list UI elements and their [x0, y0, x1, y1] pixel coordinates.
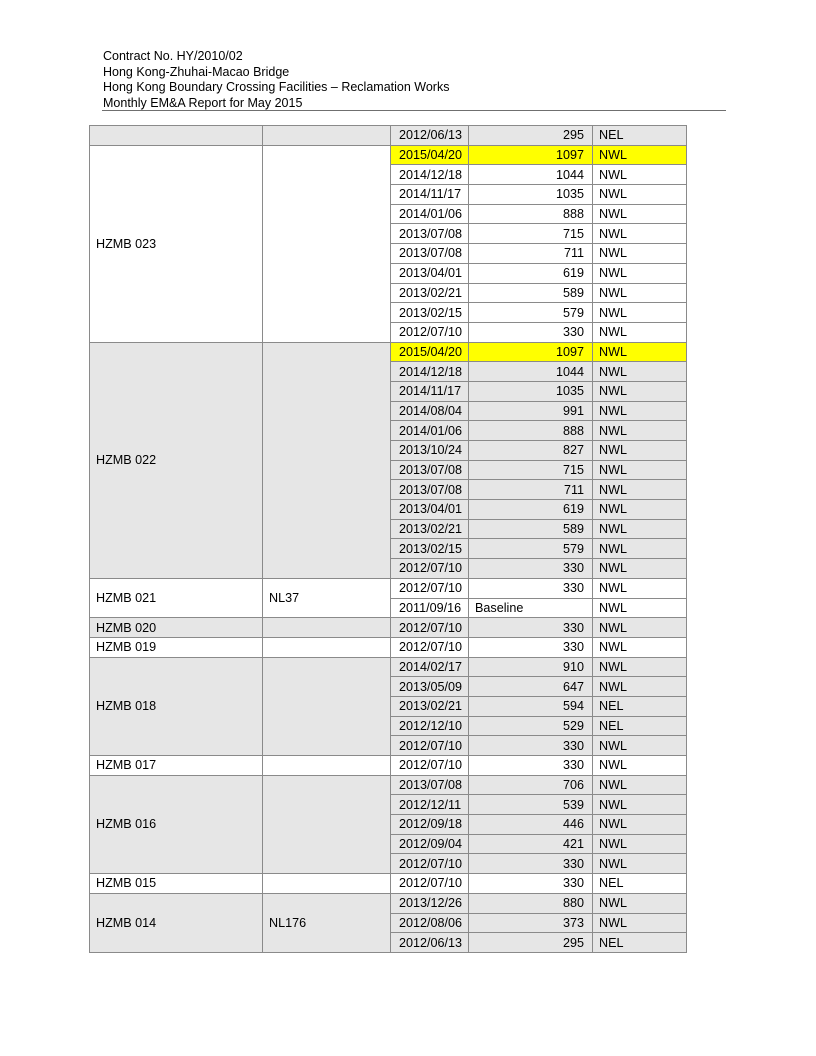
date-cell: 2013/07/08 [391, 224, 469, 244]
zone-cell: NWL [593, 834, 687, 854]
survey-table [89, 125, 687, 953]
value-cell: 529 [469, 716, 593, 736]
zone-cell: NEL [593, 874, 687, 894]
date-cell: 2013/12/26 [391, 893, 469, 913]
zone-cell: NWL [593, 913, 687, 933]
zone-cell: NWL [593, 657, 687, 677]
header-divider [102, 110, 726, 111]
table-row [90, 618, 687, 638]
station-cell: HZMB 022 [90, 342, 263, 578]
id-cell [263, 126, 391, 146]
value-cell: 373 [469, 913, 593, 933]
value-cell: 330 [469, 854, 593, 874]
date-cell: 2014/01/06 [391, 204, 469, 224]
date-cell: 2012/07/10 [391, 736, 469, 756]
zone-cell: NWL [593, 303, 687, 323]
zone-cell: NWL [593, 421, 687, 441]
value-cell: 715 [469, 460, 593, 480]
date-cell: 2012/09/18 [391, 815, 469, 835]
zone-cell: NWL [593, 165, 687, 185]
zone-cell: NWL [593, 441, 687, 461]
survey-table-body [90, 126, 687, 953]
date-cell: 2012/07/10 [391, 618, 469, 638]
value-cell: 594 [469, 696, 593, 716]
value-cell: 1044 [469, 362, 593, 382]
zone-cell: NWL [593, 185, 687, 205]
value-cell: 1097 [469, 342, 593, 362]
value-cell: Baseline [469, 598, 593, 618]
station-cell: HZMB 018 [90, 657, 263, 755]
date-cell: 2013/02/21 [391, 283, 469, 303]
header-project-line: Hong Kong-Zhuhai-Macao Bridge [103, 64, 290, 79]
id-cell [263, 637, 391, 657]
date-cell: 2013/07/08 [391, 480, 469, 500]
value-cell: 647 [469, 677, 593, 697]
value-cell: 446 [469, 815, 593, 835]
zone-cell: NWL [593, 224, 687, 244]
date-cell: 2014/12/18 [391, 165, 469, 185]
id-cell [263, 874, 391, 894]
zone-cell: NWL [593, 145, 687, 165]
date-cell: 2014/01/06 [391, 421, 469, 441]
zone-cell: NWL [593, 362, 687, 382]
table-row [90, 874, 687, 894]
value-cell: 589 [469, 519, 593, 539]
value-cell: 827 [469, 441, 593, 461]
date-cell: 2012/07/10 [391, 578, 469, 598]
zone-cell: NWL [593, 244, 687, 264]
id-cell: NL37 [263, 578, 391, 617]
value-cell: 330 [469, 322, 593, 342]
zone-cell: NWL [593, 559, 687, 579]
zone-cell: NWL [593, 480, 687, 500]
date-cell: 2012/07/10 [391, 854, 469, 874]
value-cell: 1044 [469, 165, 593, 185]
table-row [90, 893, 687, 913]
zone-cell: NEL [593, 126, 687, 146]
zone-cell: NWL [593, 893, 687, 913]
value-cell: 880 [469, 893, 593, 913]
header-works-line: Hong Kong Boundary Crossing Facilities – Reclamation Works [103, 80, 450, 94]
date-cell: 2014/08/04 [391, 401, 469, 421]
station-cell: HZMB 017 [90, 756, 263, 776]
header-contract-line: Contract No. HY/2010/02 [103, 49, 243, 63]
date-cell: 2013/02/15 [391, 303, 469, 323]
date-cell: 2012/08/06 [391, 913, 469, 933]
zone-cell: NWL [593, 263, 687, 283]
value-cell: 1035 [469, 381, 593, 401]
date-cell: 2012/07/10 [391, 637, 469, 657]
date-cell: 2014/11/17 [391, 185, 469, 205]
date-cell: 2012/12/10 [391, 716, 469, 736]
date-cell: 2012/09/04 [391, 834, 469, 854]
zone-cell: NWL [593, 637, 687, 657]
date-cell: 2013/02/21 [391, 696, 469, 716]
date-cell: 2013/02/15 [391, 539, 469, 559]
station-cell: HZMB 020 [90, 618, 263, 638]
zone-cell: NEL [593, 696, 687, 716]
table-row [90, 637, 687, 657]
date-cell: 2012/07/10 [391, 756, 469, 776]
date-cell: 2014/02/17 [391, 657, 469, 677]
date-cell: 2014/11/17 [391, 381, 469, 401]
date-cell: 2013/10/24 [391, 441, 469, 461]
table-row [90, 342, 687, 362]
date-cell: 2013/04/01 [391, 500, 469, 520]
id-cell [263, 145, 391, 342]
value-cell: 421 [469, 834, 593, 854]
zone-cell: NWL [593, 618, 687, 638]
zone-cell: NWL [593, 736, 687, 756]
zone-cell: NWL [593, 677, 687, 697]
value-cell: 619 [469, 263, 593, 283]
value-cell: 888 [469, 204, 593, 224]
value-cell: 991 [469, 401, 593, 421]
zone-cell: NWL [593, 342, 687, 362]
value-cell: 579 [469, 303, 593, 323]
value-cell: 715 [469, 224, 593, 244]
date-cell: 2013/07/08 [391, 460, 469, 480]
value-cell: 1097 [469, 145, 593, 165]
date-cell: 2013/07/08 [391, 775, 469, 795]
zone-cell: NWL [593, 322, 687, 342]
id-cell [263, 618, 391, 638]
station-cell: HZMB 016 [90, 775, 263, 873]
value-cell: 330 [469, 559, 593, 579]
zone-cell: NWL [593, 381, 687, 401]
zone-cell: NWL [593, 795, 687, 815]
table-row [90, 578, 687, 598]
zone-cell: NWL [593, 283, 687, 303]
value-cell: 1035 [469, 185, 593, 205]
value-cell: 295 [469, 126, 593, 146]
station-cell: HZMB 015 [90, 874, 263, 894]
date-cell: 2012/07/10 [391, 559, 469, 579]
zone-cell: NWL [593, 815, 687, 835]
station-cell: HZMB 019 [90, 637, 263, 657]
zone-cell: NWL [593, 500, 687, 520]
value-cell: 619 [469, 500, 593, 520]
table-row [90, 145, 687, 165]
zone-cell: NWL [593, 204, 687, 224]
id-cell [263, 657, 391, 755]
zone-cell: NWL [593, 401, 687, 421]
zone-cell: NWL [593, 854, 687, 874]
id-cell [263, 756, 391, 776]
id-cell [263, 775, 391, 873]
table-row [90, 775, 687, 795]
value-cell: 330 [469, 618, 593, 638]
date-cell: 2012/07/10 [391, 322, 469, 342]
station-cell: HZMB 021 [90, 578, 263, 617]
date-cell: 2015/04/20 [391, 342, 469, 362]
header-report-line: Monthly EM&A Report for May 2015 [103, 95, 303, 110]
date-cell: 2013/07/08 [391, 244, 469, 264]
date-cell: 2013/05/09 [391, 677, 469, 697]
table-row [90, 657, 687, 677]
zone-cell: NWL [593, 756, 687, 776]
station-cell: HZMB 014 [90, 893, 263, 952]
zone-cell: NEL [593, 933, 687, 953]
value-cell: 330 [469, 874, 593, 894]
zone-cell: NWL [593, 775, 687, 795]
value-cell: 295 [469, 933, 593, 953]
zone-cell: NWL [593, 519, 687, 539]
value-cell: 910 [469, 657, 593, 677]
date-cell: 2015/04/20 [391, 145, 469, 165]
value-cell: 888 [469, 421, 593, 441]
date-cell: 2012/06/13 [391, 126, 469, 146]
value-cell: 589 [469, 283, 593, 303]
station-cell [90, 126, 263, 146]
id-cell [263, 342, 391, 578]
date-cell: 2014/12/18 [391, 362, 469, 382]
value-cell: 706 [469, 775, 593, 795]
table-row [90, 756, 687, 776]
value-cell: 711 [469, 244, 593, 264]
station-cell: HZMB 023 [90, 145, 263, 342]
table-row [90, 126, 687, 146]
zone-cell: NWL [593, 460, 687, 480]
date-cell: 2012/06/13 [391, 933, 469, 953]
date-cell: 2013/02/21 [391, 519, 469, 539]
report-header [103, 49, 726, 111]
date-cell: 2013/04/01 [391, 263, 469, 283]
date-cell: 2012/12/11 [391, 795, 469, 815]
date-cell: 2011/09/16 [391, 598, 469, 618]
value-cell: 539 [469, 795, 593, 815]
value-cell: 330 [469, 637, 593, 657]
zone-cell: NWL [593, 539, 687, 559]
zone-cell: NWL [593, 598, 687, 618]
value-cell: 579 [469, 539, 593, 559]
value-cell: 330 [469, 578, 593, 598]
id-cell: NL176 [263, 893, 391, 952]
zone-cell: NWL [593, 578, 687, 598]
date-cell: 2012/07/10 [391, 874, 469, 894]
zone-cell: NEL [593, 716, 687, 736]
value-cell: 330 [469, 756, 593, 776]
value-cell: 330 [469, 736, 593, 756]
value-cell: 711 [469, 480, 593, 500]
